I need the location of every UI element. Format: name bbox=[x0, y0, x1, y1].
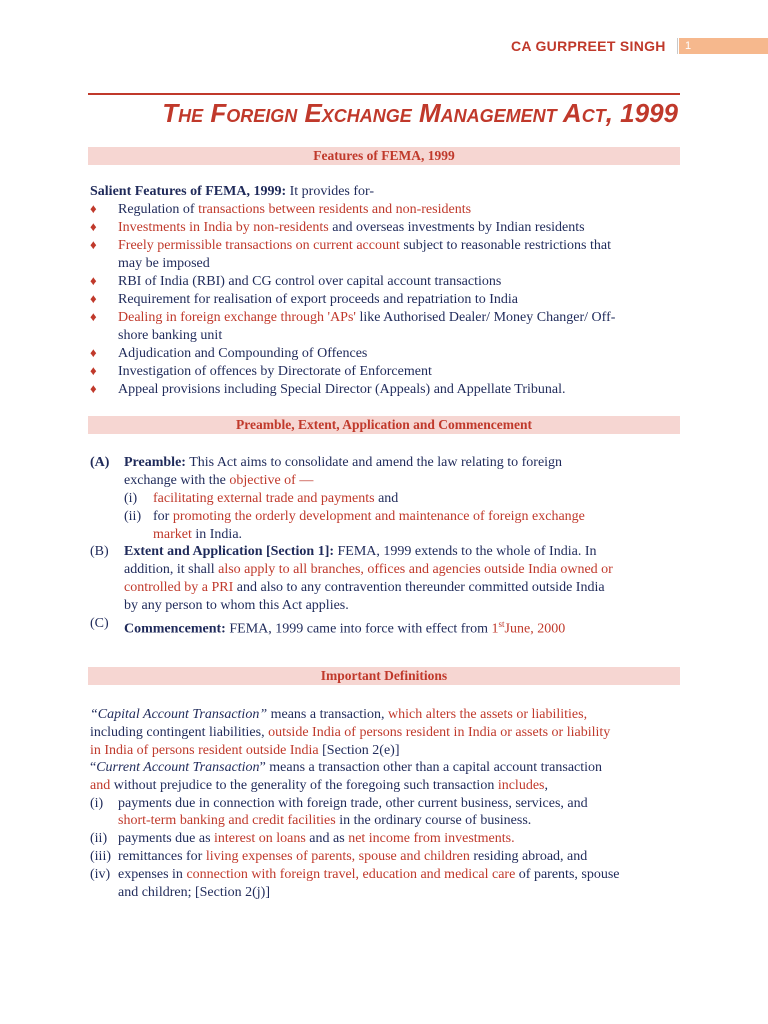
bullet-icon: ♦ bbox=[90, 345, 97, 360]
section-heading-preamble: Preamble, Extent, Application and Commencement bbox=[88, 416, 680, 434]
header-author: CA GURPREET SINGH bbox=[511, 38, 666, 54]
label-iii: (iii) bbox=[90, 849, 111, 864]
definition-line: “Capital Account Transaction” means a transaction, which alters the assets or liabilities, bbox=[90, 707, 588, 722]
page-number: 1 bbox=[679, 38, 768, 54]
label-c: (C) bbox=[90, 616, 109, 631]
extent-line: Extent and Application [Section 1]: FEMA, 1999 extends to the whole of India. In bbox=[124, 544, 597, 559]
features-intro: Salient Features of FEMA, 1999: It provides for- bbox=[90, 184, 375, 199]
bullet-icon: ♦ bbox=[90, 237, 97, 252]
label-ii: (ii) bbox=[124, 509, 142, 524]
section-heading-definitions: Important Definitions bbox=[88, 667, 680, 685]
extent-line: addition, it shall also apply to all branches, offices and agencies outside India owned or bbox=[124, 562, 613, 577]
definition-sub-cont: short-term banking and credit facilities in the ordinary course of business. bbox=[118, 813, 532, 828]
feature-item: Investments in India by non-residents and overseas investments by Indian residents bbox=[118, 220, 585, 235]
bullet-icon: ♦ bbox=[90, 273, 97, 288]
preamble-line: Preamble: This Act aims to consolidate and amend the law relating to foreign bbox=[124, 455, 563, 470]
preamble-sub-cont: market in India. bbox=[153, 527, 243, 542]
label-b: (B) bbox=[90, 544, 109, 559]
label-iv: (iv) bbox=[90, 867, 111, 882]
feature-item-cont: may be imposed bbox=[118, 256, 210, 271]
definition-sub: payments due in connection with foreign trade, other current business, services, and bbox=[118, 796, 588, 811]
feature-item-cont: shore banking unit bbox=[118, 328, 223, 343]
feature-item: RBI of India (RBI) and CG control over capital account transactions bbox=[118, 274, 502, 289]
feature-item: Regulation of transactions between residents and non-residents bbox=[118, 202, 472, 217]
definition-line: including contingent liabilities, outside India of persons resident in India or assets or liability bbox=[90, 725, 611, 740]
bullet-icon: ♦ bbox=[90, 201, 97, 216]
feature-item: Adjudication and Compounding of Offences bbox=[118, 346, 368, 361]
bullet-icon: ♦ bbox=[90, 219, 97, 234]
preamble-line: exchange with the objective of — bbox=[124, 473, 314, 488]
title-rule bbox=[88, 93, 680, 95]
label-a: (A) bbox=[90, 455, 110, 470]
extent-line: by any person to whom this Act applies. bbox=[124, 598, 349, 613]
definition-line: “Current Account Transaction” means a transaction other than a capital account transaction bbox=[90, 760, 603, 775]
label-i: (i) bbox=[90, 796, 104, 811]
feature-item: Requirement for realisation of export proceeds and repatriation to India bbox=[118, 292, 519, 307]
feature-item: Investigation of offences by Directorate of Enforcement bbox=[118, 364, 432, 379]
definition-sub: expenses in connection with foreign travel, education and medical care of parents, spouse bbox=[118, 867, 620, 882]
definition-line: in India of persons resident outside India [Section 2(e)] bbox=[90, 743, 400, 758]
feature-item: Freely permissible transactions on current account subject to reasonable restrictions that bbox=[118, 238, 611, 253]
preamble-sub: facilitating external trade and payments and bbox=[153, 491, 399, 506]
page-title: The Foreign Exchange Management Act, 1999 bbox=[162, 98, 678, 128]
commencement-line: Commencement: FEMA, 1999 came into force with effect from 1stJune, 2000 bbox=[124, 619, 566, 637]
bullet-icon: ♦ bbox=[90, 291, 97, 306]
bullet-icon: ♦ bbox=[90, 381, 97, 396]
preamble-sub: for promoting the orderly development and maintenance of foreign exchange bbox=[153, 509, 585, 524]
definition-sub: remittances for living expenses of parents, spouse and children residing abroad, and bbox=[118, 849, 588, 864]
header-separator bbox=[677, 38, 678, 54]
section-heading-features: Features of FEMA, 1999 bbox=[88, 147, 680, 165]
definition-line: and without prejudice to the generality of the foregoing such transaction includes, bbox=[90, 778, 548, 793]
feature-item: Appeal provisions including Special Director (Appeals) and Appellate Tribunal. bbox=[118, 382, 566, 397]
bullet-icon: ♦ bbox=[90, 309, 97, 324]
extent-line: controlled by a PRI and also to any contravention thereunder committed outside India bbox=[124, 580, 605, 595]
label-i: (i) bbox=[124, 491, 138, 506]
label-ii: (ii) bbox=[90, 831, 108, 846]
bullet-icon: ♦ bbox=[90, 363, 97, 378]
feature-item: Dealing in foreign exchange through 'APs' like Authorised Dealer/ Money Changer/ Off- bbox=[118, 310, 616, 325]
definition-sub: payments due as interest on loans and as net income from investments. bbox=[118, 831, 515, 846]
definition-sub-cont: and children; [Section 2(j)] bbox=[118, 885, 271, 900]
